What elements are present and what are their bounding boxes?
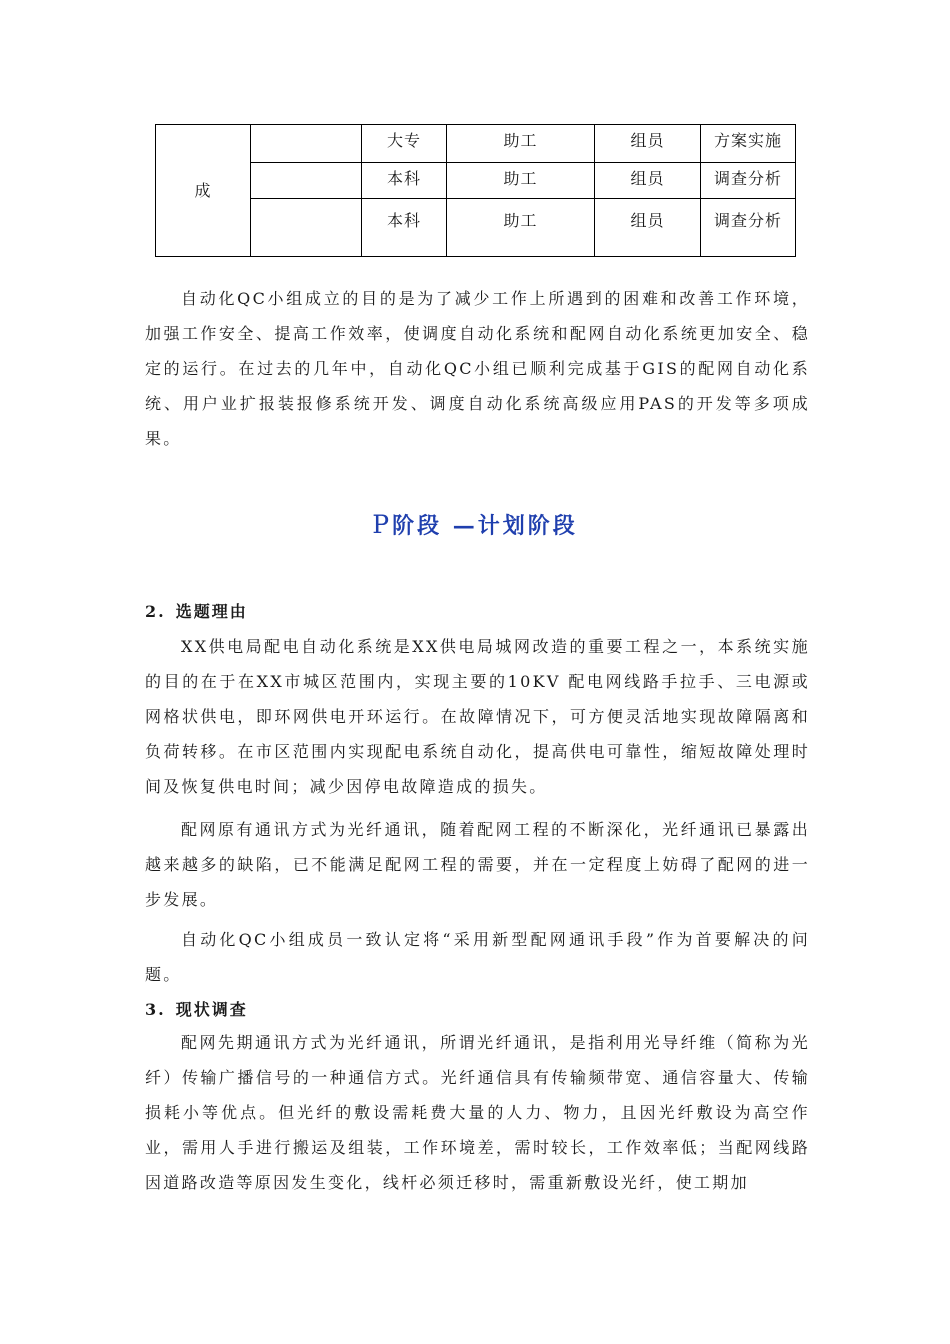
member-name-cell xyxy=(251,125,362,163)
task-cell: 调查分析 xyxy=(701,163,796,199)
education-cell: 大专 xyxy=(362,125,447,163)
title-cell: 助工 xyxy=(447,163,595,199)
intro-paragraph: 自动化QC小组成立的目的是为了减少工作上所遇到的困难和改善工作环境，加强工作安全、提高工作效率，使调度自动化系统和配网自动化系统更加安全、稳定的运行。在过去的几年中，自动化QC小组已顺利完成基于GIS的配网自动化系统、用户业扩报装报修系统开发、调度自动化系统高级应用PAS的开发等多项成果。 xyxy=(145,289,810,448)
task-cell: 调查分析 xyxy=(701,199,796,257)
title-cell: 助工 xyxy=(447,125,595,163)
section-title: 选题理由 xyxy=(175,602,248,621)
table-row xyxy=(156,125,796,163)
role-cell: 组员 xyxy=(595,163,701,199)
section-2-paragraph-1: XX供电局配电自动化系统是XX供电局城网改造的重要工程之一，本系统实施的目的在于在XX市城区范围内，实现主要的10KV 配电网线路手拉手、三电源或网格状供电，即环网供电开环运行。在故障情况下，可方便灵活地实现故障隔离和负荷转移。在市区范围内实现配电系统自动化，提高供电可靠性，缩短故障处理时间及恢复供电时间；减少因停电故障造成的损失。 xyxy=(145,637,810,796)
phase-title xyxy=(0,509,950,540)
role-cell: 组员 xyxy=(595,125,701,163)
task-cell: 方案实施 xyxy=(701,125,796,163)
section-2-heading xyxy=(145,600,248,624)
section-number: 3. xyxy=(145,1000,166,1019)
member-name-cell xyxy=(251,199,362,257)
group-label-cell: 成 xyxy=(156,125,251,257)
member-name-cell xyxy=(251,163,362,199)
section-2-paragraph-3: 自动化QC小组成员一致认定将“采用新型配网通讯手段”作为首要解决的问题。 xyxy=(145,930,810,984)
role-cell: 组员 xyxy=(595,199,701,257)
section-3-paragraph-1: 配网先期通讯方式为光纤通讯，所谓光纤通讯，是指利用光导纤维（简称为光纤）传输广播信号的一种通信方式。光纤通信具有传输频带宽、通信容量大、传输损耗小等优点。但光纤的敷设需耗费大量的人力、物力，且因光纤敷设为高空作业，需用人手进行搬运及组装，工作环境差，需时较长，工作效率低；当配网线路因道路改造等原因发生变化，线杆必须迁移时，需重新敷设光纤，使工期加 xyxy=(145,1033,810,1192)
table-row xyxy=(156,163,796,199)
table-row xyxy=(156,199,796,257)
phase-title-text: 阶段 —计划阶段 xyxy=(392,513,578,539)
section-number: 2. xyxy=(145,602,166,621)
education-cell: 本科 xyxy=(362,199,447,257)
section-3-heading xyxy=(145,998,248,1022)
qc-members-table xyxy=(155,124,796,257)
section-title: 现状调查 xyxy=(175,1000,248,1019)
phase-letter: P xyxy=(372,510,393,539)
title-cell: 助工 xyxy=(447,199,595,257)
education-cell: 本科 xyxy=(362,163,447,199)
section-2-paragraph-2: 配网原有通讯方式为光纤通讯，随着配网工程的不断深化，光纤通讯已暴露出越来越多的缺陷，已不能满足配网工程的需要，并在一定程度上妨碍了配网的进一步发展。 xyxy=(145,820,810,909)
